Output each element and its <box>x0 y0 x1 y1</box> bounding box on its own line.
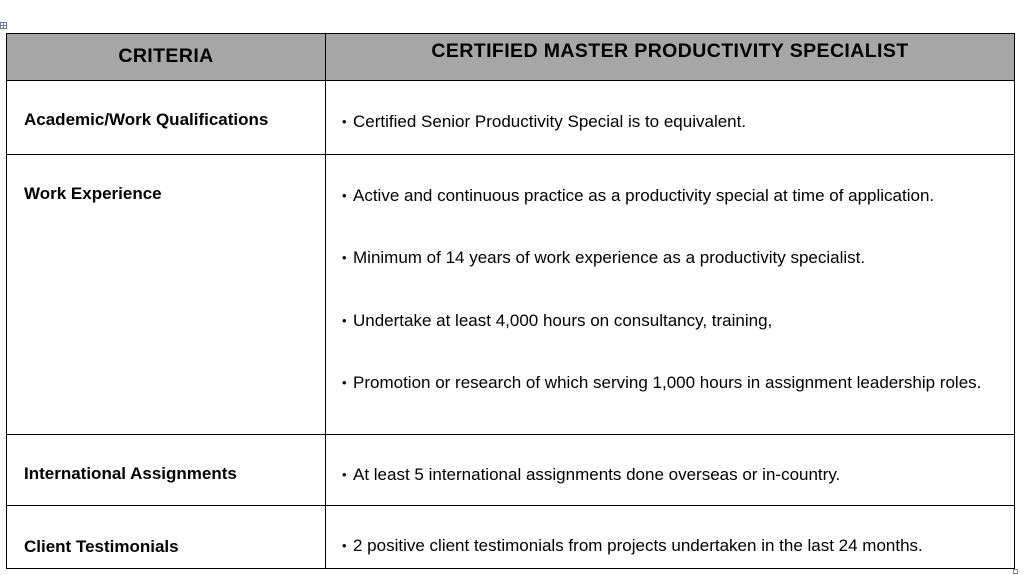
list-item: • Active and continuous practice as a productivity special at time of application. <box>342 181 1014 211</box>
criterion-cell <box>7 506 326 569</box>
table-row <box>7 155 1015 435</box>
table-row <box>7 435 1015 506</box>
requirements-cell <box>326 81 1015 155</box>
requirements-list <box>326 155 1014 398</box>
requirements-cell <box>326 435 1015 506</box>
criterion-cell <box>7 155 326 435</box>
requirements-list <box>326 81 1014 137</box>
criterion-label: Work Experience <box>24 184 162 203</box>
table-header-row <box>7 34 1015 81</box>
requirements-list <box>326 435 1014 490</box>
criterion-label: Client Testimonials <box>24 537 179 556</box>
criteria-table <box>6 33 1015 569</box>
list-item: • At least 5 international assignments done overseas or in-country. <box>342 460 1014 490</box>
requirements-cell <box>326 155 1015 435</box>
list-item: • Certified Senior Productivity Special is to equivalent. <box>342 107 1014 137</box>
requirements-cell <box>326 506 1015 569</box>
criterion-cell <box>7 81 326 155</box>
header-criteria <box>7 34 326 81</box>
criterion-cell <box>7 435 326 506</box>
list-item: • Minimum of 14 years of work experience as a productivity specialist. <box>342 243 1014 273</box>
header-specialist <box>326 34 1015 81</box>
criterion-label: International Assignments <box>24 464 237 483</box>
table-row <box>7 506 1015 569</box>
requirements-list <box>326 506 1014 561</box>
header-specialist-label: CERTIFIED MASTER PRODUCTIVITY SPECIALIST <box>431 40 909 62</box>
table-move-handle-icon[interactable] <box>0 22 7 29</box>
list-item: • Undertake at least 4,000 hours on consultancy, training, <box>342 306 1014 336</box>
criterion-label: Academic/Work Qualifications <box>24 110 269 129</box>
table-row <box>7 81 1015 155</box>
list-item: • Promotion or research of which serving 1,000 hours in assignment leadership roles. <box>342 368 1014 398</box>
list-item: • 2 positive client testimonials from projects undertaken in the last 24 months. <box>342 531 1014 561</box>
header-criteria-label: CRITERIA <box>118 45 214 67</box>
table-resize-handle-icon[interactable] <box>1013 569 1018 574</box>
